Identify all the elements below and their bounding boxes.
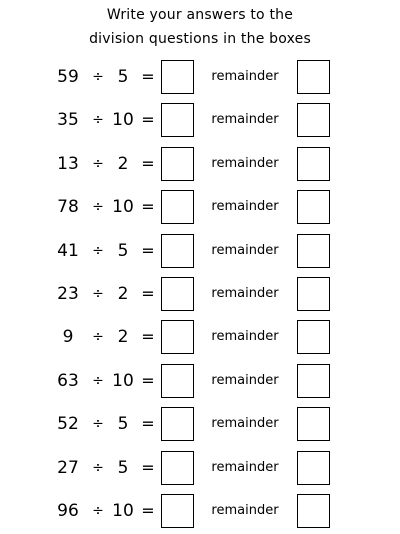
dividend: 63 [57,371,79,391]
dividend: 96 [57,501,79,521]
dividend: 59 [57,67,79,87]
divisor: 2 [117,154,129,174]
worksheet-title-line-2: division questions in the boxes [89,31,311,47]
divisor: 10 [112,110,134,130]
equals-sign: = [141,67,155,86]
divisor: 5 [117,458,129,478]
dividend: 35 [57,110,79,130]
divisor: 5 [117,241,129,261]
divide-sign: ÷ [92,69,104,85]
divide-sign: ÷ [92,460,104,476]
answer-box[interactable] [161,190,194,224]
divide-sign: ÷ [92,156,104,172]
remainder-label: remainder [211,329,279,344]
remainder-box[interactable] [297,407,330,441]
remainder-box[interactable] [297,494,330,528]
equals-sign: = [141,110,155,129]
equals-sign: = [141,458,155,477]
equals-sign: = [141,501,155,520]
equals-sign: = [141,284,155,303]
equals-sign: = [141,371,155,390]
divisor: 10 [112,501,134,521]
question-row-8 [0,364,400,398]
remainder-box[interactable] [297,364,330,398]
remainder-box[interactable] [297,60,330,94]
equals-sign: = [141,414,155,433]
divisor: 2 [117,327,129,347]
answer-box[interactable] [161,364,194,398]
equals-sign: = [141,241,155,260]
divisor: 5 [117,414,129,434]
equals-sign: = [141,197,155,216]
divisor: 2 [117,284,129,304]
answer-box[interactable] [161,451,194,485]
dividend: 13 [57,154,79,174]
remainder-label: remainder [211,156,279,171]
remainder-box[interactable] [297,234,330,268]
answer-box[interactable] [161,147,194,181]
dividend: 78 [57,197,79,217]
remainder-label: remainder [211,199,279,214]
answer-box[interactable] [161,103,194,137]
divide-sign: ÷ [92,503,104,519]
answer-box[interactable] [161,407,194,441]
remainder-box[interactable] [297,451,330,485]
remainder-label: remainder [211,416,279,431]
remainder-label: remainder [211,112,279,127]
equals-sign: = [141,327,155,346]
remainder-label: remainder [211,460,279,475]
answer-box[interactable] [161,277,194,311]
divide-sign: ÷ [92,373,104,389]
remainder-box[interactable] [297,103,330,137]
answer-box[interactable] [161,320,194,354]
worksheet-title-line-1: Write your answers to the [106,7,294,23]
remainder-box[interactable] [297,147,330,181]
dividend: 9 [62,327,74,347]
question-row-7 [0,320,400,354]
remainder-label: remainder [211,503,279,518]
divide-sign: ÷ [92,416,104,432]
divide-sign: ÷ [92,243,104,259]
divide-sign: ÷ [92,112,104,128]
answer-box[interactable] [161,494,194,528]
question-row-5 [0,234,400,268]
dividend: 23 [57,284,79,304]
remainder-box[interactable] [297,190,330,224]
question-row-4 [0,190,400,224]
remainder-box[interactable] [297,277,330,311]
divide-sign: ÷ [92,329,104,345]
dividend: 52 [57,414,79,434]
dividend: 27 [57,458,79,478]
question-row-11 [0,494,400,528]
question-row-6 [0,277,400,311]
divisor: 10 [112,371,134,391]
question-row-1 [0,60,400,94]
remainder-label: remainder [211,69,279,84]
answer-box[interactable] [161,60,194,94]
equals-sign: = [141,154,155,173]
remainder-box[interactable] [297,320,330,354]
divisor: 5 [117,67,129,87]
question-row-10 [0,451,400,485]
remainder-label: remainder [211,243,279,258]
divide-sign: ÷ [92,286,104,302]
divide-sign: ÷ [92,199,104,215]
answer-box[interactable] [161,234,194,268]
question-row-3 [0,147,400,181]
dividend: 41 [57,241,79,261]
remainder-label: remainder [211,286,279,301]
remainder-label: remainder [211,373,279,388]
question-row-9 [0,407,400,441]
question-row-2 [0,103,400,137]
divisor: 10 [112,197,134,217]
